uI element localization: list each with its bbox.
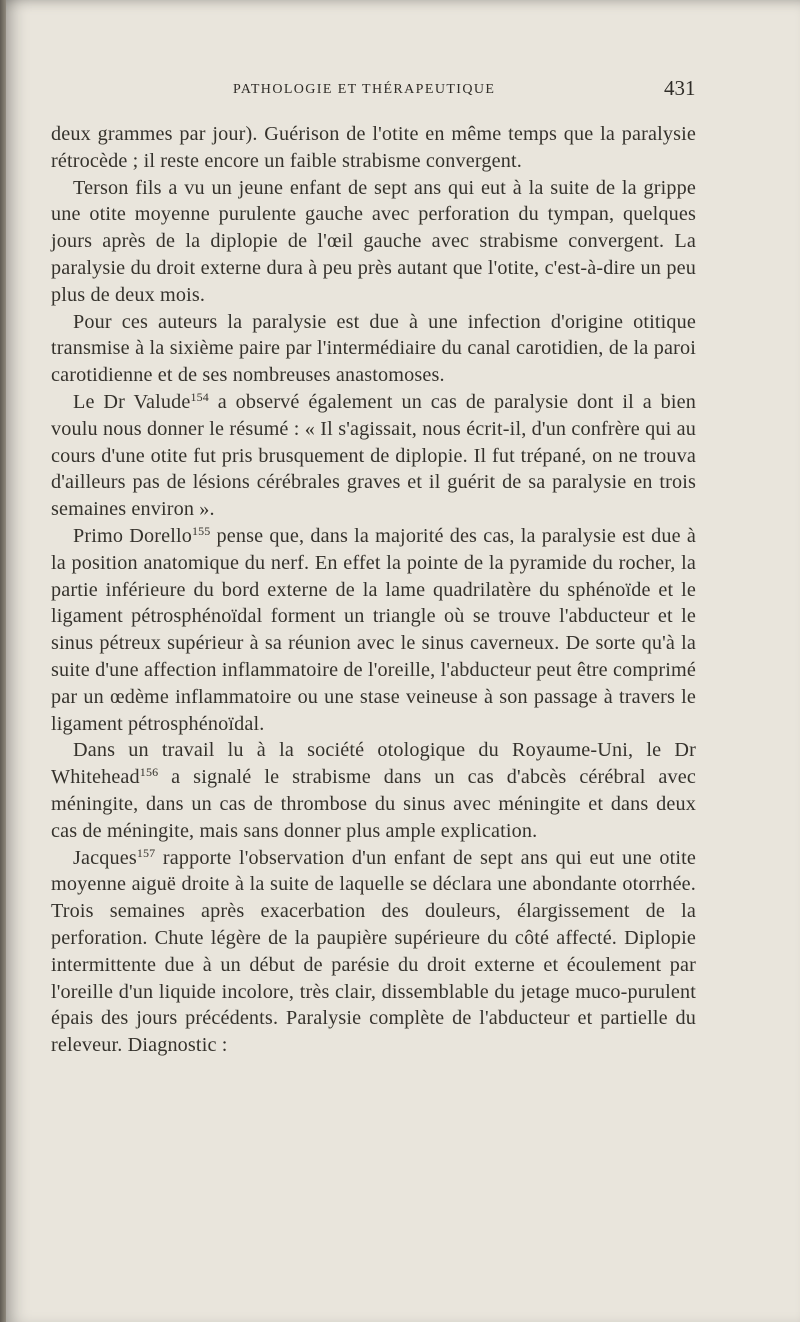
paragraph-text: Le Dr Valude [73, 390, 191, 413]
paragraph-7 [51, 845, 696, 1059]
paragraph-text: Primo Dorello [73, 524, 192, 547]
paragraph-text: Pour ces auteurs la paralysie est due à une infection d'origine otitique transmise à la sixième paire par l'intermédiaire du canal carotidien, de la paroi carotidienne et de ses nombreuses anastomoses. [51, 310, 696, 387]
paragraph-text: a observé également un cas de paralysie dont il a bien voulu nous donner le résumé : « Il s'agissait, nous écrit-il, d'un confrère qui au cours d'une otite fut pris brusquement de diplopie. Il fut trépané, on ne trouva d'ailleurs pas de lésions cérébrales graves et il guérit de sa paralysie en trois semaines environ ». [51, 390, 696, 521]
paragraph-text: Dans un travail lu à la société otologique du Royaume-Uni, le Dr Whitehead [51, 739, 696, 789]
page-header [0, 76, 800, 104]
paragraph-text: Terson fils a vu un jeune enfant de sept ans qui eut à la suite de la grippe une otite moyenne purulente gauche avec perforation du tympan, quelques jours après de la diplopie de l'œil gauche avec strabisme convergent. La paralysie du droit externe dura à peu près autant que l'otite, c'est-à-dire un peu plus de deux mois. [51, 176, 696, 306]
page-number: 431 [664, 76, 696, 100]
paragraph-3 [51, 309, 696, 389]
body-text [51, 121, 696, 1059]
reference-number: 156 [139, 765, 159, 780]
reference-number: 157 [136, 845, 156, 860]
paragraph-1 [51, 121, 696, 175]
running-title: PATHOLOGIE ET THÉRAPEUTIQUE [233, 82, 496, 97]
reference-number: 155 [191, 523, 211, 538]
paragraph-2 [51, 175, 696, 309]
paragraph-text: Jacques [73, 846, 137, 869]
paragraph-4 [51, 389, 696, 523]
paragraph-6 [51, 737, 696, 844]
paragraph-text: pense que, dans la majorité des cas, la paralysie est due à la position anatomique du nerf. En effet la pointe de la pyramide du rocher, la partie inférieure du bord externe de la lame quadrilatère du sphénoïde et le ligament pétrosphénoïdal forment un triangle où se trouve l'abducteur et le sinus pétreux supérieur à sa réunion avec le sinus caverneux. De sorte qu'à la suite d'une affection inflammatoire de l'oreille, l'abducteur peut être comprimé par un œdème inflammatoire ou une stase veineuse à son passage à travers le ligament pétrosphénoïdal. [51, 524, 696, 735]
paragraph-text: deux grammes par jour). Guérison de l'otite en même temps que la paralysie rétrocède ; il reste encore un faible strabisme convergent. [51, 123, 696, 172]
paragraph-5 [51, 523, 696, 737]
reference-number: 154 [190, 389, 209, 404]
paragraph-text: rapporte l'observation d'un enfant de sept ans qui eut une otite moyenne aiguë droite à la suite de laquelle se déclara une abondante otorrhée. Trois semaines après exacerbation des douleurs, élargissement de la perforation. Chute légère de la paupière supérieure du côté affecté. Diplopie intermittente due à un début de parésie du droit externe et écoulement par l'oreille d'un liquide incolore, très clair, dissemblable du jetage muco-purulent épais des jours précédents. Paralysie complète de l'abducteur et partielle du releveur. Diagnostic : [51, 846, 696, 1057]
paragraph-text: a signalé le strabisme dans un cas d'abcès cérébral avec méningite, dans un cas de thrombose du sinus avec méningite et dans deux cas de méningite, mais sans donner plus ample explication. [51, 766, 696, 842]
